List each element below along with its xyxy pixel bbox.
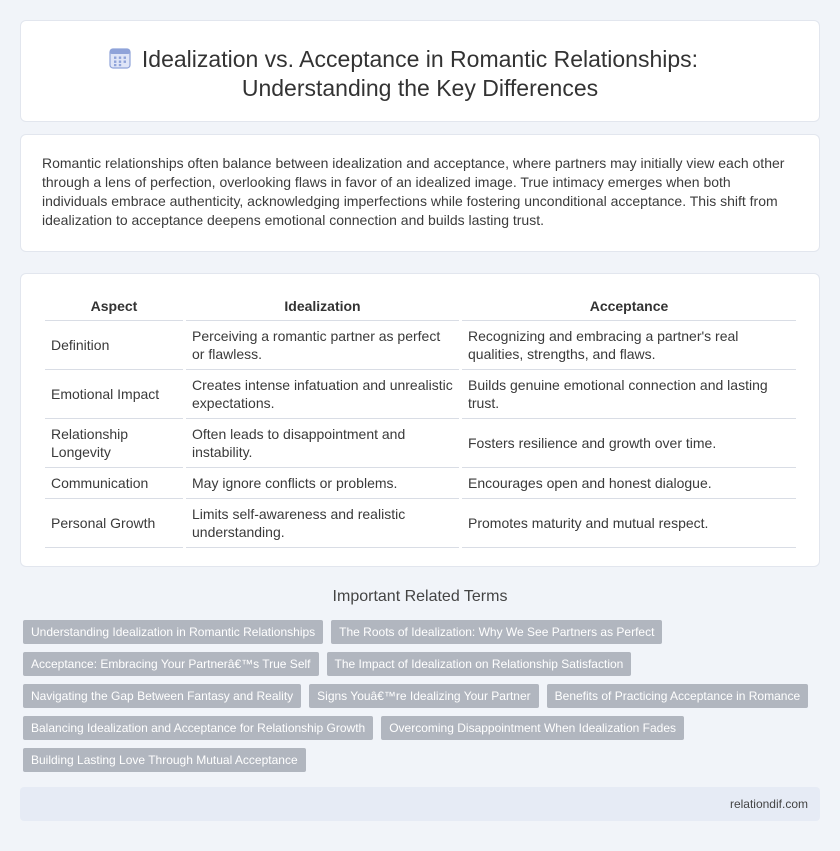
related-term-tag[interactable]: The Roots of Idealization: Why We See Partners as Perfect xyxy=(331,620,662,644)
related-term-tag[interactable]: The Impact of Idealization on Relationship Satisfaction xyxy=(327,652,632,676)
table-cell: Recognizing and embracing a partner's real qualities, strengths, and flaws. xyxy=(462,321,796,370)
table-cell: Often leads to disappointment and instability. xyxy=(186,419,459,468)
header-acceptance: Acceptance xyxy=(462,298,796,321)
table-row xyxy=(45,499,796,548)
table-header-row xyxy=(45,298,796,321)
page-title-line-1: Idealization vs. Acceptance in Romantic Relationships: xyxy=(141,46,699,72)
table-cell: Definition xyxy=(45,321,183,370)
comparison-card xyxy=(20,273,820,567)
table-cell: Perceiving a romantic partner as perfect or flawless. xyxy=(186,321,459,370)
table-cell: Personal Growth xyxy=(45,499,183,548)
table-cell: Promotes maturity and mutual respect. xyxy=(462,499,796,548)
page-title xyxy=(21,45,819,103)
table-cell: Creates intense infatuation and unrealistic expectations. xyxy=(186,370,459,419)
table-cell: May ignore conflicts or problems. xyxy=(186,468,459,499)
header-card xyxy=(20,20,820,122)
related-terms-list xyxy=(23,620,813,780)
intro-card xyxy=(20,134,820,252)
table-cell: Emotional Impact xyxy=(45,370,183,419)
table-row xyxy=(45,370,796,419)
header-aspect: Aspect xyxy=(45,298,183,321)
table-cell: Encourages open and honest dialogue. xyxy=(462,468,796,499)
related-terms-title: Important Related Terms xyxy=(332,588,508,605)
comparison-table xyxy=(42,298,799,548)
related-term-tag[interactable]: Building Lasting Love Through Mutual Acceptance xyxy=(23,748,306,772)
related-term-tag[interactable]: Benefits of Practicing Acceptance in Romance xyxy=(547,684,808,708)
header-idealization: Idealization xyxy=(186,298,459,321)
related-term-tag[interactable]: Balancing Idealization and Acceptance for Relationship Growth xyxy=(23,716,373,740)
intro-paragraph: Romantic relationships often balance between idealization and acceptance, where partners may initially view each other through a lens of perfection, overlooking flaws in favor of an idealized image. True intimacy emerges when both individuals embrace authenticity, acknowledging imperfections while fostering unconditional acceptance. This shift from idealization to acceptance deepens emotional connection and builds lasting trust. xyxy=(42,155,785,228)
footer-site-link[interactable]: relationdif.com xyxy=(729,797,808,811)
related-term-tag[interactable]: Understanding Idealization in Romantic Relationships xyxy=(23,620,323,644)
table-row xyxy=(45,468,796,499)
table-cell: Relationship Longevity xyxy=(45,419,183,468)
table-cell: Fosters resilience and growth over time. xyxy=(462,419,796,468)
table-row xyxy=(45,419,796,468)
related-term-tag[interactable]: Acceptance: Embracing Your Partnerâ€™s True Self xyxy=(23,652,319,676)
related-term-tag[interactable]: Overcoming Disappointment When Idealization Fades xyxy=(381,716,684,740)
page-title-line-2: Understanding the Key Differences xyxy=(241,75,599,101)
table-cell: Communication xyxy=(45,468,183,499)
related-term-tag[interactable]: Navigating the Gap Between Fantasy and Reality xyxy=(23,684,301,708)
table-cell: Limits self-awareness and realistic understanding. xyxy=(186,499,459,548)
table-cell: Builds genuine emotional connection and lasting trust. xyxy=(462,370,796,419)
footer xyxy=(20,787,820,821)
related-term-tag[interactable]: Signs Youâ€™re Idealizing Your Partner xyxy=(309,684,539,708)
table-row xyxy=(45,321,796,370)
